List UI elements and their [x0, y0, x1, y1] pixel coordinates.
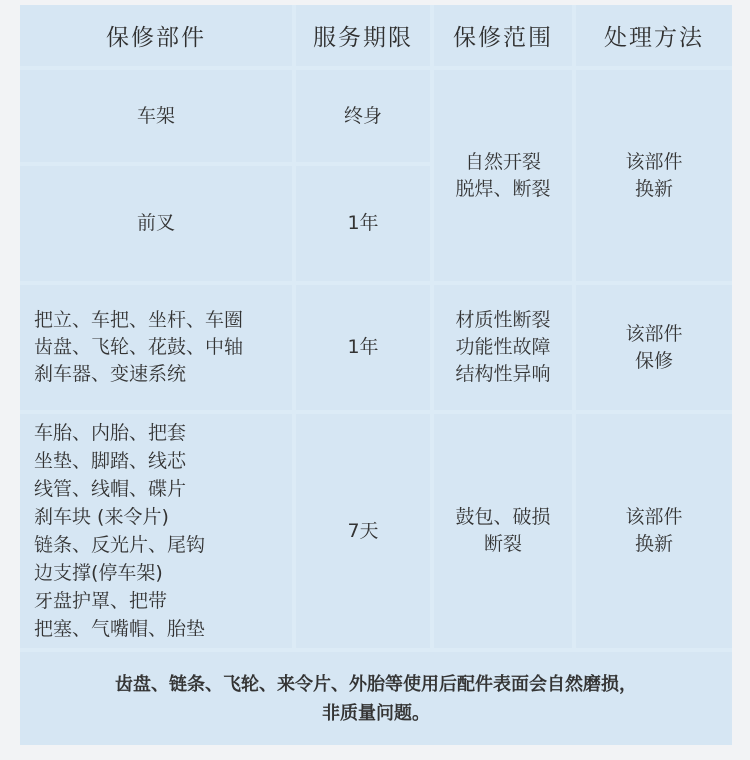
method-group3: 该部件 换新 [576, 414, 732, 648]
part-group2: 把立、车把、坐杆、车圈 齿盘、飞轮、花鼓、中轴 刹车器、变速系统 [20, 285, 292, 410]
header-part: 保修部件 [20, 5, 292, 66]
period-frame: 终身 [296, 70, 430, 162]
period-fork: 1年 [296, 166, 430, 281]
method-group2: 该部件 保修 [576, 285, 732, 410]
header-method: 处理方法 [576, 5, 732, 66]
method-group1: 该部件 换新 [576, 70, 732, 281]
warranty-table [20, 5, 732, 745]
scope-group2: 材质性断裂 功能性故障 结构性异响 [434, 285, 572, 410]
period-group3: 7天 [296, 414, 430, 648]
header-scope: 保修范围 [434, 5, 572, 66]
part-frame: 车架 [20, 70, 292, 162]
header-period: 服务期限 [296, 5, 430, 66]
part-group3: 车胎、内胎、把套 坐垫、脚踏、线芯 线管、线帽、碟片 刹车块 (来令片) 链条、反光片、尾钩 边支撑(停车架) 牙盘护罩、把带 把塞、气嘴帽、胎垫 [20, 414, 292, 648]
scope-group3: 鼓包、破损 断裂 [434, 414, 572, 648]
scope-group1: 自然开裂 脱焊、断裂 [434, 70, 572, 281]
wear-note: 齿盘、链条、飞轮、来令片、外胎等使用后配件表面会自然磨损， 非质量问题。 [20, 652, 732, 745]
period-group2: 1年 [296, 285, 430, 410]
part-fork: 前叉 [20, 166, 292, 281]
